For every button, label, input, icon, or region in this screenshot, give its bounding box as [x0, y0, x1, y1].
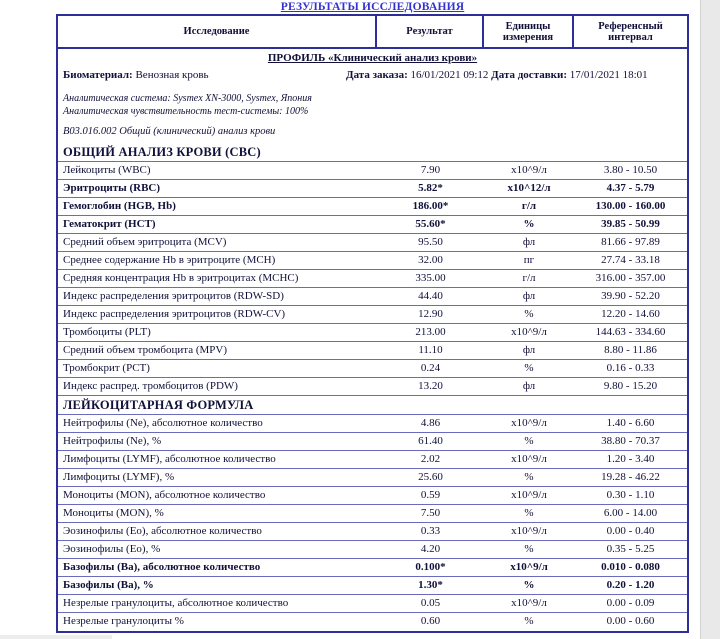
cell-reference-interval: 0.00 - 0.60 — [606, 615, 655, 627]
cell-units: x10^12/л — [507, 182, 551, 194]
cell-units: x10^9/л — [511, 417, 547, 429]
cell-test-name: Индекс распределения эритроцитов (RDW-CV) — [63, 308, 286, 320]
cell-test-name: Индекс распределения эритроцитов (RDW-SD) — [63, 290, 284, 302]
cell-test-name: Лейкоциты (WBC) — [63, 164, 151, 176]
cell-result: 186.00* — [412, 200, 449, 212]
cell-result: 55.60* — [415, 218, 446, 230]
cell-units: г/л — [521, 200, 537, 212]
cell-units: x10^9/л — [510, 561, 548, 573]
cell-units: фл — [522, 236, 536, 248]
cell-reference-interval: 9.80 - 15.20 — [603, 380, 658, 392]
cell-units: % — [524, 507, 534, 519]
cell-reference-interval: 6.00 - 14.00 — [603, 507, 658, 519]
cell-test-name: Нейтрофилы (Ne), абсолютное количество — [63, 417, 263, 429]
cell-test-name: Эозинофилы (Eo), % — [63, 543, 161, 555]
cell-units: x10^9/л — [511, 525, 547, 537]
cell-result: 7.50 — [420, 507, 441, 519]
biomaterial-label: Биоматериал: — [63, 69, 133, 81]
table-row — [58, 577, 687, 595]
table-row — [58, 180, 687, 198]
cell-result: 4.86 — [420, 417, 441, 429]
cell-test-name: Незрелые гранулоциты % — [63, 615, 184, 627]
cell-test-name: Гемоглобин (HGB, Hb) — [63, 200, 176, 212]
cell-units: % — [524, 615, 534, 627]
page-edge-strip — [700, 0, 720, 639]
cell-result: 11.10 — [418, 344, 443, 356]
biomaterial-line — [58, 66, 687, 85]
cell-result: 44.40 — [418, 290, 443, 302]
table-row — [58, 595, 687, 613]
cell-test-name: Моноциты (MON), абсолютное количество — [63, 489, 266, 501]
cell-reference-interval: 4.37 - 5.79 — [606, 182, 655, 194]
cell-result: 0.33 — [420, 525, 441, 537]
cell-test-name: Гематокрит (HCT) — [63, 218, 156, 230]
cell-units: % — [524, 543, 534, 555]
delivery-date-value: 17/01/2021 18:01 — [569, 69, 648, 81]
table-row — [58, 541, 687, 559]
cell-test-name: Базофилы (Ba), % — [63, 579, 154, 591]
cell-reference-interval: 0.00 - 0.40 — [606, 525, 655, 537]
delivery-date-label: Дата доставки: — [491, 69, 568, 81]
cell-reference-interval: 0.010 - 0.080 — [601, 561, 660, 573]
cell-result: 25.60 — [418, 471, 443, 483]
cell-reference-interval: 1.40 - 6.60 — [606, 417, 655, 429]
cell-reference-interval: 27.74 - 33.18 — [601, 254, 660, 266]
service-code-line: B03.016.002 Общий (клинический) анализ крови — [63, 126, 276, 137]
cell-units: % — [524, 308, 534, 320]
cell-test-name: Средний объем тромбоцита (MPV) — [63, 344, 227, 356]
table-row — [58, 559, 687, 577]
column-header-test: Исследование — [58, 16, 377, 47]
table-row — [58, 469, 687, 487]
table-row — [58, 342, 687, 360]
table-row — [58, 613, 687, 631]
cell-units: % — [524, 362, 534, 374]
cell-test-name: Тромбокрит (PCT) — [63, 362, 150, 374]
cell-reference-interval: 144.63 - 334.60 — [595, 326, 666, 338]
cell-units: % — [524, 435, 534, 447]
cell-test-name: Моноциты (MON), % — [63, 507, 164, 519]
cell-test-name: Индекс распред. тромбоцитов (PDW) — [63, 380, 238, 392]
cell-reference-interval: 1.20 - 3.40 — [606, 453, 655, 465]
table-row — [58, 451, 687, 469]
cell-reference-interval: 3.80 - 10.50 — [603, 164, 658, 176]
table-row — [58, 324, 687, 342]
cell-units: x10^9/л — [511, 453, 547, 465]
table-row — [58, 487, 687, 505]
analytical-system-note: Аналитическая система: Sysmex XN-3000, Sysmex, Япония — [63, 93, 312, 104]
cell-units: % — [523, 218, 535, 230]
table-row — [58, 216, 687, 234]
cell-units: x10^9/л — [511, 597, 547, 609]
section-header: ОБЩИЙ АНАЛИЗ КРОВИ (CBC) — [58, 143, 687, 162]
table-row — [58, 306, 687, 324]
cell-reference-interval: 8.80 - 11.86 — [604, 344, 657, 356]
cell-result: 7.90 — [420, 164, 441, 176]
column-header-reference: Референсный интервал — [598, 20, 663, 43]
cell-units: фл — [522, 380, 536, 392]
cell-result: 13.20 — [418, 380, 443, 392]
cell-units: фл — [522, 290, 536, 302]
cell-result: 0.05 — [420, 597, 441, 609]
cell-result: 213.00 — [415, 326, 446, 338]
column-header-units: Единицы измерения — [484, 16, 574, 47]
table-body — [58, 143, 687, 631]
cell-reference-interval: 12.20 - 14.60 — [601, 308, 660, 320]
cell-units: пг — [523, 254, 535, 266]
table-row — [58, 198, 687, 216]
page-bottom-edge — [0, 635, 112, 639]
cell-reference-interval: 0.16 - 0.33 — [606, 362, 655, 374]
cell-reference-interval: 0.30 - 1.10 — [606, 489, 655, 501]
cell-test-name: Тромбоциты (PLT) — [63, 326, 151, 338]
cell-units: г/л — [522, 272, 536, 284]
cell-reference-interval: 130.00 - 160.00 — [595, 200, 666, 212]
cell-reference-interval: 316.00 - 357.00 — [595, 272, 666, 284]
order-date-value: 16/01/2021 09:12 — [410, 69, 489, 81]
cell-test-name: Лимфоциты (LYMF), абсолютное количество — [63, 453, 276, 465]
column-header-result: Результат — [377, 16, 484, 47]
table-row — [58, 252, 687, 270]
table-row — [58, 505, 687, 523]
analytical-notes — [58, 92, 687, 118]
cell-result: 0.60 — [420, 615, 441, 627]
cell-reference-interval: 0.20 - 1.20 — [606, 579, 655, 591]
table-row — [58, 288, 687, 306]
cell-reference-interval: 38.80 - 70.37 — [601, 435, 660, 447]
cell-units: % — [523, 579, 535, 591]
cell-result: 32.00 — [418, 254, 443, 266]
cell-reference-interval: 19.28 - 46.22 — [601, 471, 660, 483]
biomaterial-value: Венозная кровь — [135, 69, 209, 81]
cell-units: x10^9/л — [511, 489, 547, 501]
cell-test-name: Базофилы (Ba), абсолютное количество — [63, 561, 261, 573]
cell-test-name: Средняя концентрация Hb в эритроцитах (MCHC) — [63, 272, 299, 284]
cell-units: x10^9/л — [511, 326, 547, 338]
table-row — [58, 270, 687, 288]
cell-reference-interval: 0.35 - 5.25 — [606, 543, 655, 555]
cell-result: 12.90 — [418, 308, 443, 320]
profile-title: ПРОФИЛЬ «Клинический анализ крови» — [267, 52, 478, 64]
cell-reference-interval: 81.66 - 97.89 — [601, 236, 660, 248]
cell-result: 0.59 — [420, 489, 441, 501]
table-row — [58, 415, 687, 433]
cell-test-name: Эритроциты (RBC) — [63, 182, 161, 194]
cell-units: x10^9/л — [511, 164, 547, 176]
cell-test-name: Средний объем эритроцита (MCV) — [63, 236, 227, 248]
cell-test-name: Лимфоциты (LYMF), % — [63, 471, 175, 483]
table-row — [58, 162, 687, 180]
cell-result: 1.30* — [418, 579, 443, 591]
cell-result: 95.50 — [418, 236, 443, 248]
cell-result: 5.82* — [418, 182, 443, 194]
table-header-row — [58, 16, 687, 49]
cell-result: 0.24 — [420, 362, 441, 374]
order-date-label: Дата заказа: — [346, 69, 408, 81]
table-row — [58, 523, 687, 541]
cell-test-name: Среднее содержание Hb в эритроците (MCH) — [63, 254, 276, 266]
cell-result: 2.02 — [420, 453, 441, 465]
lab-report-document — [56, 1, 689, 633]
cell-result: 0.100* — [415, 561, 446, 573]
cell-reference-interval: 39.85 - 50.99 — [601, 218, 660, 230]
cell-test-name: Нейтрофилы (Ne), % — [63, 435, 162, 447]
cell-units: фл — [522, 344, 536, 356]
section-header: ЛЕЙКОЦИТАРНАЯ ФОРМУЛА — [58, 396, 687, 415]
profile-info-area — [58, 49, 687, 143]
cell-units: % — [524, 471, 534, 483]
page-title: РЕЗУЛЬТАТЫ ИССЛЕДОВАНИЯ — [280, 1, 465, 13]
cell-result: 4.20 — [420, 543, 441, 555]
table-row — [58, 360, 687, 378]
table-row — [58, 234, 687, 252]
analytical-sensitivity-note: Аналитическая чувствительность тест-системы: 100% — [63, 106, 309, 117]
cell-result: 335.00 — [415, 272, 446, 284]
table-row — [58, 378, 687, 396]
table-row — [58, 433, 687, 451]
cell-reference-interval: 39.90 - 52.20 — [601, 290, 660, 302]
cell-reference-interval: 0.00 - 0.09 — [606, 597, 655, 609]
cell-test-name: Незрелые гранулоциты, абсолютное количество — [63, 597, 289, 609]
cell-test-name: Эозинофилы (Eo), абсолютное количество — [63, 525, 262, 537]
cell-result: 61.40 — [418, 435, 443, 447]
results-table — [56, 14, 689, 633]
